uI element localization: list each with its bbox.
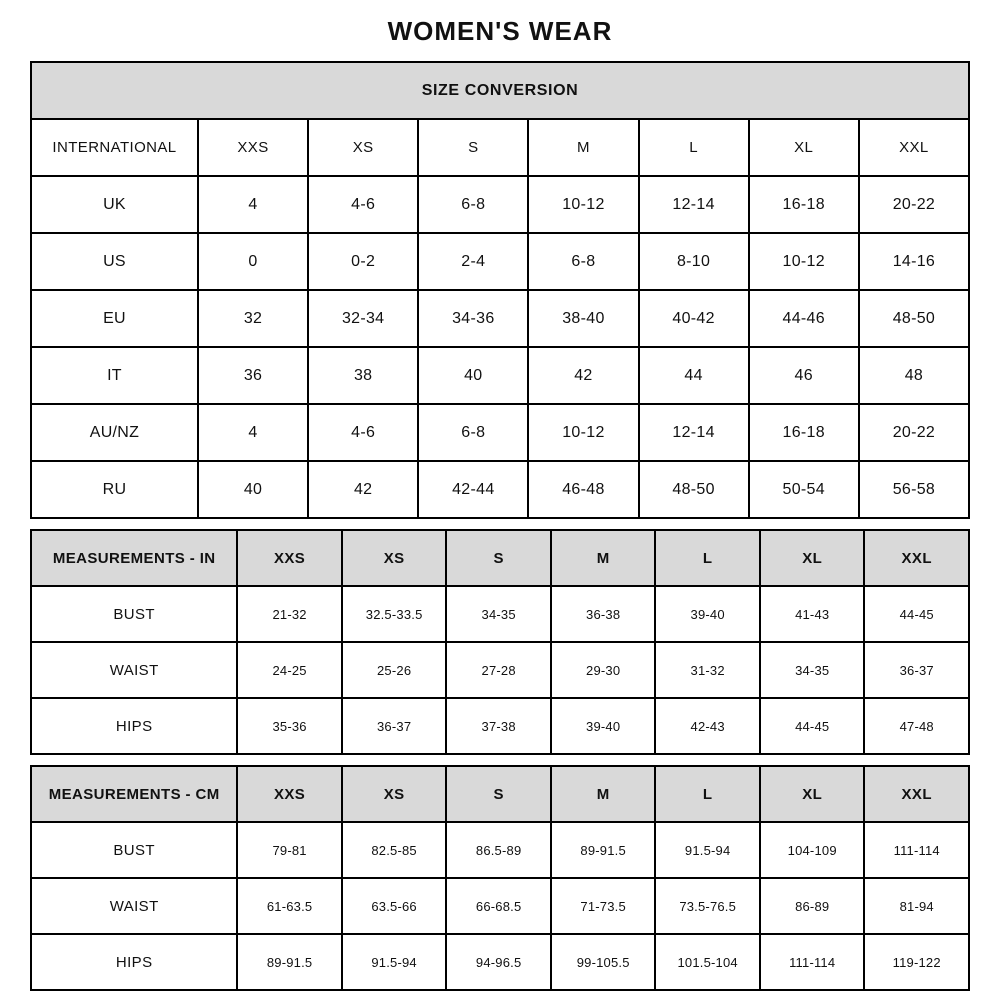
size-conversion-size-header: M xyxy=(528,119,638,176)
measurements-cm-header-label: MEASUREMENTS - CM xyxy=(31,766,237,822)
value-cell: 10-12 xyxy=(528,176,638,233)
value-cell: 36-38 xyxy=(551,586,656,642)
value-cell: 111-114 xyxy=(864,822,969,878)
value-cell: 16-18 xyxy=(749,404,859,461)
table-row xyxy=(31,461,969,518)
value-cell: 61-63.5 xyxy=(237,878,342,934)
table-row xyxy=(31,934,969,990)
size-conversion-size-header: XXL xyxy=(859,119,969,176)
value-cell: 40 xyxy=(418,347,528,404)
value-cell: 40 xyxy=(198,461,308,518)
measurements-cm-table xyxy=(30,765,970,991)
value-cell: 24-25 xyxy=(237,642,342,698)
measurements-cm-size-header: XXL xyxy=(864,766,969,822)
row-label-cell: WAIST xyxy=(31,642,237,698)
value-cell: 91.5-94 xyxy=(342,934,447,990)
measurements-cm-size-header: S xyxy=(446,766,551,822)
value-cell: 32 xyxy=(198,290,308,347)
value-cell: 38 xyxy=(308,347,418,404)
table-row xyxy=(31,822,969,878)
table-row xyxy=(31,347,969,404)
measurements-cm-header-row xyxy=(31,766,969,822)
value-cell: 63.5-66 xyxy=(342,878,447,934)
measurements-in-header-label: MEASUREMENTS - IN xyxy=(31,530,237,586)
value-cell: 32.5-33.5 xyxy=(342,586,447,642)
value-cell: 4 xyxy=(198,176,308,233)
value-cell: 12-14 xyxy=(639,404,749,461)
value-cell: 36-37 xyxy=(342,698,447,754)
value-cell: 94-96.5 xyxy=(446,934,551,990)
value-cell: 4 xyxy=(198,404,308,461)
value-cell: 50-54 xyxy=(749,461,859,518)
size-conversion-banner-row xyxy=(31,62,969,119)
value-cell: 41-43 xyxy=(760,586,865,642)
value-cell: 86-89 xyxy=(760,878,865,934)
size-conversion-size-header: XXS xyxy=(198,119,308,176)
table-row xyxy=(31,698,969,754)
value-cell: 56-58 xyxy=(859,461,969,518)
value-cell: 6-8 xyxy=(418,176,528,233)
table-row xyxy=(31,586,969,642)
value-cell: 48-50 xyxy=(859,290,969,347)
measurements-in-table xyxy=(30,529,970,755)
value-cell: 6-8 xyxy=(528,233,638,290)
value-cell: 44-45 xyxy=(760,698,865,754)
value-cell: 20-22 xyxy=(859,176,969,233)
value-cell: 4-6 xyxy=(308,404,418,461)
measurements-in-header-row xyxy=(31,530,969,586)
value-cell: 46-48 xyxy=(528,461,638,518)
value-cell: 40-42 xyxy=(639,290,749,347)
value-cell: 48-50 xyxy=(639,461,749,518)
size-conversion-table-container xyxy=(30,61,970,519)
size-conversion-header-row xyxy=(31,119,969,176)
size-conversion-table xyxy=(30,61,970,519)
size-conversion-size-header: XL xyxy=(749,119,859,176)
value-cell: 89-91.5 xyxy=(551,822,656,878)
value-cell: 10-12 xyxy=(749,233,859,290)
row-label-cell: HIPS xyxy=(31,934,237,990)
value-cell: 48 xyxy=(859,347,969,404)
value-cell: 44-46 xyxy=(749,290,859,347)
measurements-cm-size-header: XS xyxy=(342,766,447,822)
value-cell: 12-14 xyxy=(639,176,749,233)
row-label-cell: RU xyxy=(31,461,198,518)
measurements-cm-size-header: L xyxy=(655,766,760,822)
value-cell: 36 xyxy=(198,347,308,404)
row-label-cell: BUST xyxy=(31,586,237,642)
value-cell: 34-35 xyxy=(760,642,865,698)
value-cell: 20-22 xyxy=(859,404,969,461)
measurements-in-size-header: XXL xyxy=(864,530,969,586)
value-cell: 2-4 xyxy=(418,233,528,290)
value-cell: 73.5-76.5 xyxy=(655,878,760,934)
value-cell: 42 xyxy=(308,461,418,518)
value-cell: 46 xyxy=(749,347,859,404)
table-row xyxy=(31,404,969,461)
size-conversion-size-header: S xyxy=(418,119,528,176)
measurements-cm-table-container xyxy=(30,765,970,991)
value-cell: 4-6 xyxy=(308,176,418,233)
value-cell: 6-8 xyxy=(418,404,528,461)
value-cell: 71-73.5 xyxy=(551,878,656,934)
value-cell: 8-10 xyxy=(639,233,749,290)
size-conversion-header-label: INTERNATIONAL xyxy=(31,119,198,176)
table-row xyxy=(31,233,969,290)
value-cell: 42 xyxy=(528,347,638,404)
value-cell: 37-38 xyxy=(446,698,551,754)
value-cell: 29-30 xyxy=(551,642,656,698)
value-cell: 104-109 xyxy=(760,822,865,878)
row-label-cell: EU xyxy=(31,290,198,347)
value-cell: 91.5-94 xyxy=(655,822,760,878)
value-cell: 35-36 xyxy=(237,698,342,754)
value-cell: 27-28 xyxy=(446,642,551,698)
table-row xyxy=(31,176,969,233)
measurements-in-size-header: XXS xyxy=(237,530,342,586)
value-cell: 34-35 xyxy=(446,586,551,642)
row-label-cell: BUST xyxy=(31,822,237,878)
value-cell: 119-122 xyxy=(864,934,969,990)
value-cell: 32-34 xyxy=(308,290,418,347)
value-cell: 25-26 xyxy=(342,642,447,698)
measurements-cm-size-header: XL xyxy=(760,766,865,822)
value-cell: 89-91.5 xyxy=(237,934,342,990)
row-label-cell: US xyxy=(31,233,198,290)
value-cell: 21-32 xyxy=(237,586,342,642)
value-cell: 38-40 xyxy=(528,290,638,347)
measurements-in-size-header: XS xyxy=(342,530,447,586)
value-cell: 86.5-89 xyxy=(446,822,551,878)
value-cell: 36-37 xyxy=(864,642,969,698)
value-cell: 10-12 xyxy=(528,404,638,461)
value-cell: 39-40 xyxy=(551,698,656,754)
value-cell: 44-45 xyxy=(864,586,969,642)
value-cell: 66-68.5 xyxy=(446,878,551,934)
page-title: WOMEN'S WEAR xyxy=(387,16,613,46)
value-cell: 47-48 xyxy=(864,698,969,754)
table-row xyxy=(31,642,969,698)
measurements-in-size-header: M xyxy=(551,530,656,586)
value-cell: 42-43 xyxy=(655,698,760,754)
value-cell: 82.5-85 xyxy=(342,822,447,878)
value-cell: 0-2 xyxy=(308,233,418,290)
size-conversion-banner: SIZE CONVERSION xyxy=(31,62,969,119)
value-cell: 44 xyxy=(639,347,749,404)
value-cell: 99-105.5 xyxy=(551,934,656,990)
value-cell: 111-114 xyxy=(760,934,865,990)
measurements-cm-size-header: M xyxy=(551,766,656,822)
measurements-in-size-header: L xyxy=(655,530,760,586)
value-cell: 34-36 xyxy=(418,290,528,347)
value-cell: 14-16 xyxy=(859,233,969,290)
row-label-cell: HIPS xyxy=(31,698,237,754)
measurements-in-size-header: XL xyxy=(760,530,865,586)
value-cell: 42-44 xyxy=(418,461,528,518)
row-label-cell: WAIST xyxy=(31,878,237,934)
value-cell: 101.5-104 xyxy=(655,934,760,990)
table-row xyxy=(31,290,969,347)
measurements-in-table-container xyxy=(30,529,970,755)
value-cell: 79-81 xyxy=(237,822,342,878)
size-conversion-size-header: L xyxy=(639,119,749,176)
value-cell: 16-18 xyxy=(749,176,859,233)
row-label-cell: IT xyxy=(31,347,198,404)
value-cell: 81-94 xyxy=(864,878,969,934)
size-conversion-size-header: XS xyxy=(308,119,418,176)
value-cell: 0 xyxy=(198,233,308,290)
measurements-cm-size-header: XXS xyxy=(237,766,342,822)
table-row xyxy=(31,878,969,934)
row-label-cell: AU/NZ xyxy=(31,404,198,461)
value-cell: 31-32 xyxy=(655,642,760,698)
measurements-in-size-header: S xyxy=(446,530,551,586)
value-cell: 39-40 xyxy=(655,586,760,642)
row-label-cell: UK xyxy=(31,176,198,233)
